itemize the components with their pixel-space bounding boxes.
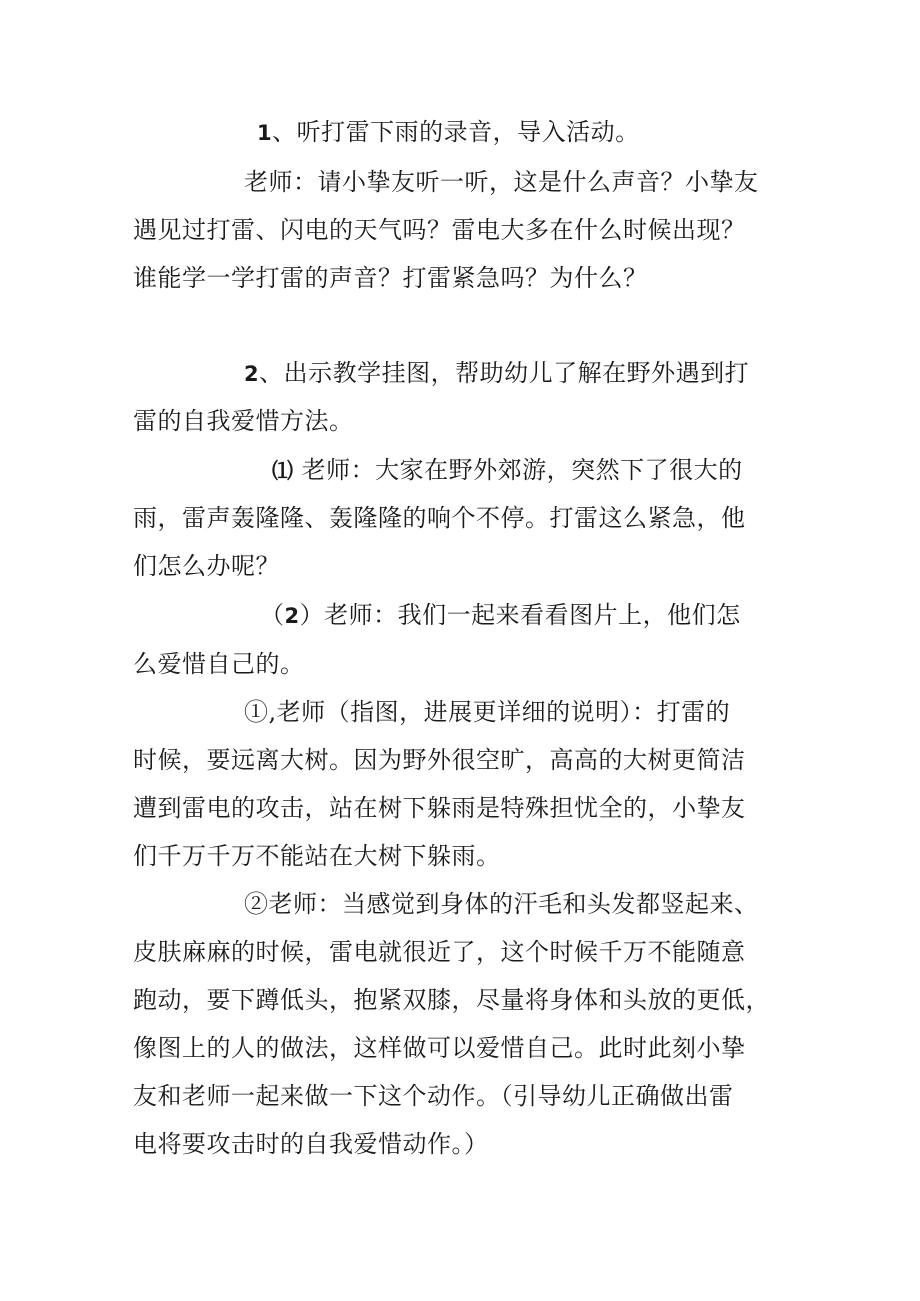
sub-item-2-number: 2 [284, 604, 300, 628]
sub-item-2-text: 老师：我们一起来看看图片上，他们怎 [324, 601, 741, 629]
paragraph-line: 雨，雷声轰隆隆、轰隆隆的响个不停。打雷这么紧急，他 [133, 504, 746, 532]
paragraph-line: 遭到雷电的攻击，站在树下躲雨是特殊担忧全的，小挚友 [133, 794, 746, 822]
section-1-number: 1 [257, 121, 273, 145]
paragraph-line: 友和老师一起来做一下这个动作。（引导幼儿正确做出雷 [133, 1082, 734, 1110]
section-1-heading-text: 、听打雷下雨的录音，导入活动。 [272, 118, 640, 146]
paragraph-line: 们怎么办呢？ [133, 552, 280, 580]
sub-item-2-close: ） [299, 601, 325, 629]
sub-item-1 [272, 454, 743, 487]
paragraph-line: 遇见过打雷、闪电的天气吗？雷电大多在什么时候出现？ [133, 216, 746, 244]
sub-item-1-text: 老师：大家在野外郊游，突然下了很大的 [301, 456, 743, 484]
paragraph-line: 时候，要远离大树。因为野外很空旷，高高的大树更简洁 [133, 746, 746, 774]
circled-item-2: ②老师：当感觉到身体的汗毛和头发都竖起来、 [244, 890, 759, 918]
paragraph-line: 老师：请小挚友听一听，这是什么声音？小挚友 [244, 168, 759, 196]
sub-item-1-marker: ⑴ [272, 459, 294, 483]
paragraph-line: 电将要攻击时的自我爱惜动作。） [133, 1130, 489, 1158]
section-2-number: 2 [244, 362, 260, 386]
section-1-heading [257, 116, 640, 149]
paragraph-line: 像图上的人的做法，这样做可以爱惜自己。此时此刻小挚 [133, 1034, 746, 1062]
paragraph-line: 谁能学一学打雷的声音？打雷紧急吗？为什么？ [133, 264, 648, 292]
section-2-heading-text: 、出示教学挂图，帮助幼儿了解在野外遇到打 [259, 359, 750, 387]
section-2-heading [244, 357, 749, 390]
sub-item-2 [260, 599, 741, 632]
circled-item-1: ①,老师（指图，进展更详细的说明）：打雷的 [244, 698, 731, 726]
paragraph-line: 么爱惜自己的。 [133, 650, 305, 678]
paragraph-line: 们千万千万不能站在大树下躲雨。 [133, 842, 501, 870]
paragraph-line: 皮肤麻麻的时候，雷电就很近了，这个时候千万不能随意 [133, 938, 746, 966]
section-2-heading-continued: 雷的自我爱惜方法。 [133, 407, 354, 435]
sub-item-2-open: （ [260, 601, 285, 629]
paragraph-line: 跑动，要下蹲低头，抱紧双膝，尽量将身体和头放的更低， [133, 986, 770, 1014]
